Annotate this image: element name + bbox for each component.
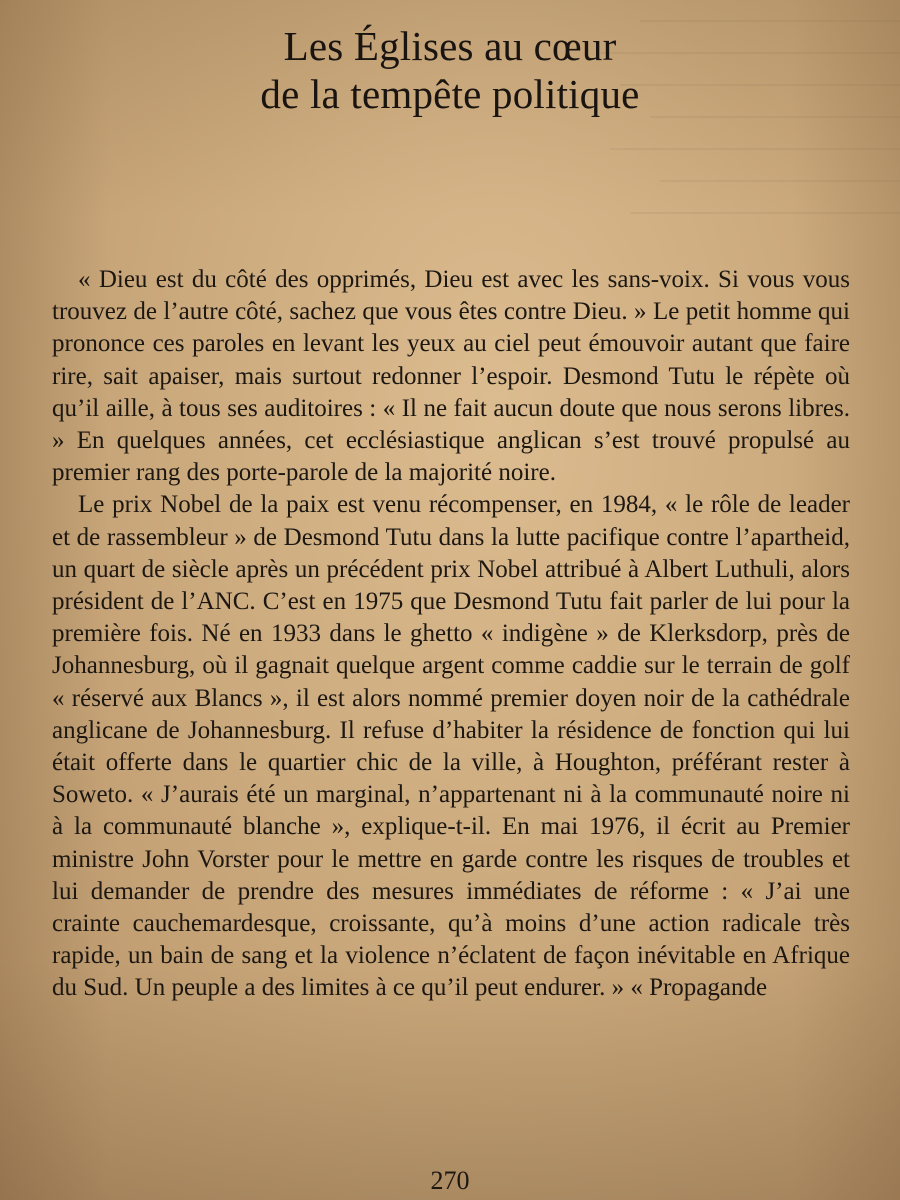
paragraph-2: Le prix Nobel de la paix est venu récompenser, en 1984, « le rôle de leader et de rassembleur » de Desmond Tutu dans la lutte pacifique contre l’apartheid, un quart de siècle après un précédent prix Nobel attribué à Albert Luthuli, alors président de l’ANC. C’est en 1975 que Desmond Tutu fait parler de lui pour la première fois. Né en 1933 dans le ghetto « indigène » de Klerksdorp, près de Johannesburg, où il gagnait quelque argent comme caddie sur le terrain de golf « réservé aux Blancs », il est alors nommé premier doyen noir de la cathédrale anglicane de Johannesburg. Il refuse d’habiter la résidence de fonction qui lui était offerte dans le quartier chic de la ville, à Houghton, préférant rester à Soweto. « J’aurais été un marginal, n’appartenant ni à la communauté noire ni à la communauté blanche », explique-t-il. En mai 1976, il écrit au Premier ministre John Vorster pour le mettre en garde contre les risques de troubles et lui demander de prendre des mesures immédiates de réforme : « J’ai une crainte cauchemardesque, croissante, qu’à moins d’une action radicale très rapide, un bain de sang et la violence n’éclatent de façon inévitable en Afrique du Sud. Un peuple a des limites à ce qu’il peut endurer. » « Propagande <box>52 491 850 1002</box>
page-number: 270 <box>430 1166 470 1195</box>
chapter-title-line-2: de la tempête politique <box>260 71 640 117</box>
body-text <box>52 264 850 1005</box>
chapter-title <box>0 22 900 118</box>
paragraph-1: « Dieu est du côté des opprimés, Dieu est avec les sans-voix. Si vous vous trouvez de l’autre côté, sachez que vous êtes contre Dieu. » Le petit homme qui prononce ces paroles en levant les yeux au ciel peut émouvoir autant que faire rire, sait apaiser, mais surtout redonner l’espoir. Desmond Tutu le répète où qu’il aille, à tous ses auditoires : « Il ne fait aucun doute que nous serons libres. » En quelques années, cet ecclésiastique anglican s’est trouvé propulsé au premier rang des porte-parole de la majorité noire. <box>52 266 850 487</box>
chapter-title-line-1: Les Églises au cœur <box>283 23 617 69</box>
